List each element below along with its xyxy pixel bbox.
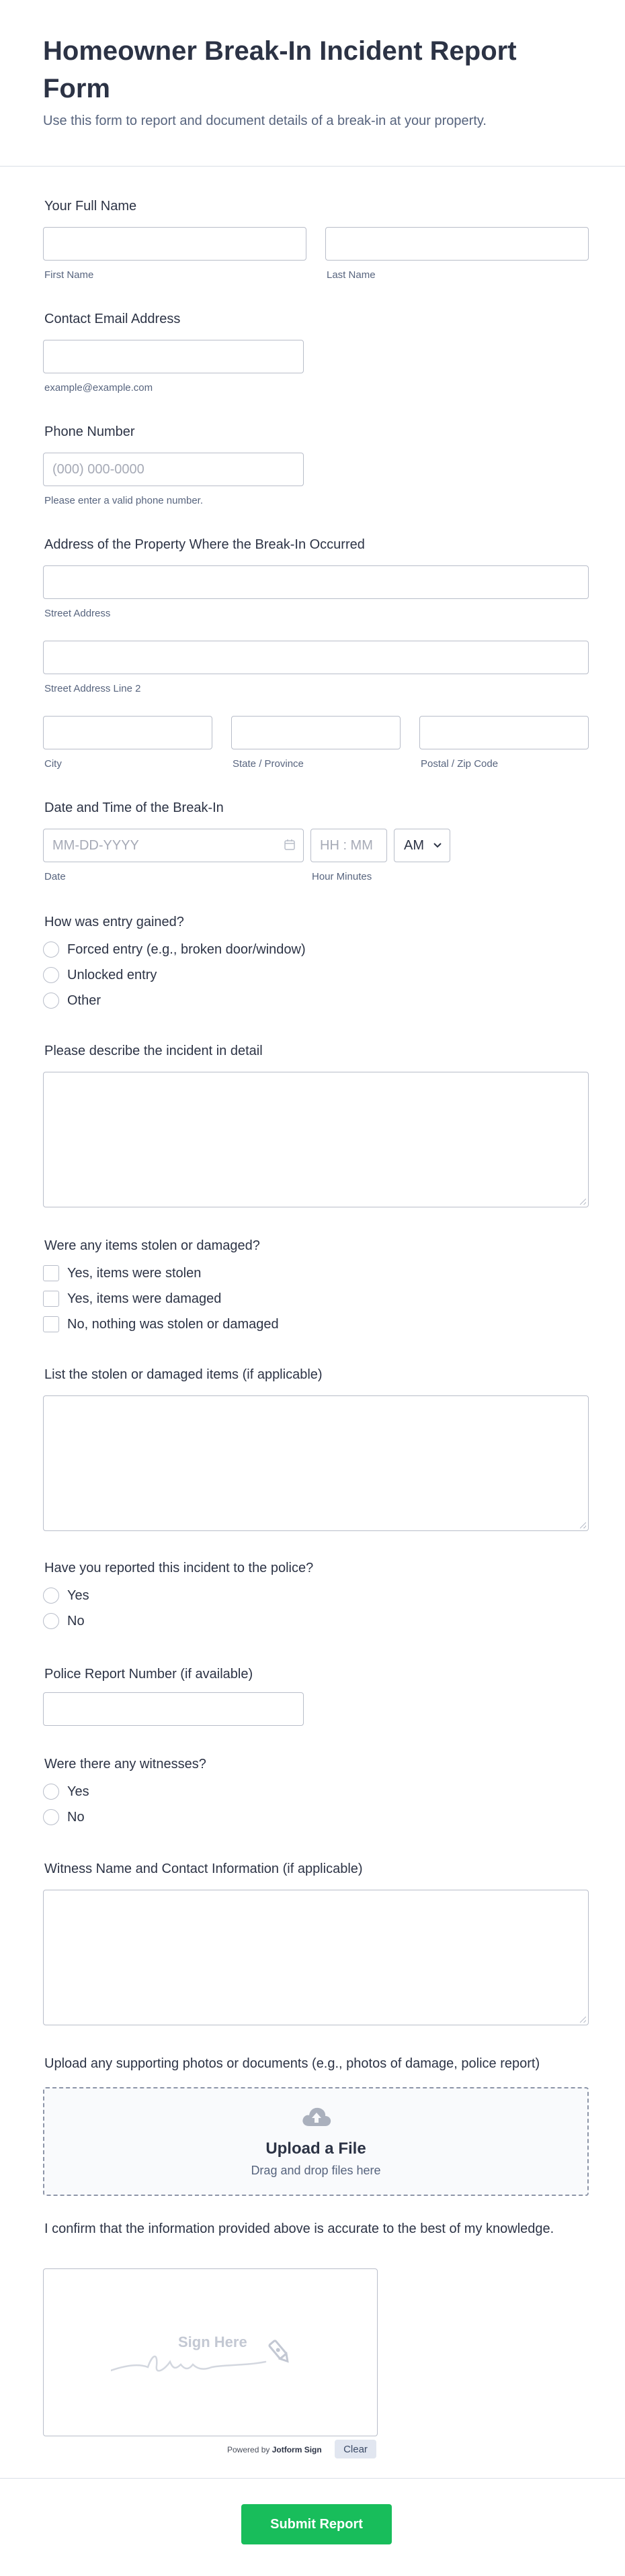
checkbox[interactable] xyxy=(43,1265,59,1281)
entry-option-unlocked[interactable] xyxy=(43,966,157,984)
street-address-input[interactable] xyxy=(43,565,589,599)
ampm-value: AM xyxy=(404,837,424,853)
description-textarea[interactable] xyxy=(43,1072,589,1207)
upload-title: Upload a File xyxy=(265,2140,366,2158)
police-label: Have you reported this incident to the police? xyxy=(44,1561,314,1575)
witness-info-textarea[interactable] xyxy=(43,1890,589,2025)
witnesses-option-no[interactable] xyxy=(43,1808,85,1827)
radio-button[interactable] xyxy=(43,1588,59,1604)
full-name-label: Your Full Name xyxy=(44,199,137,214)
checkbox[interactable] xyxy=(43,1291,59,1307)
first-name-input[interactable] xyxy=(43,227,306,261)
street-address-line2-input[interactable] xyxy=(43,641,589,674)
last-name-input[interactable] xyxy=(325,227,589,261)
signature-pad[interactable] xyxy=(43,2268,378,2436)
date-sublabel: Date xyxy=(44,871,66,882)
option-label: Yes, items were stolen xyxy=(67,1265,202,1281)
radio-button[interactable] xyxy=(43,967,59,983)
witnesses-label: Were there any witnesses? xyxy=(44,1757,206,1772)
time-input[interactable] xyxy=(310,829,387,862)
powered-brand: Jotform Sign xyxy=(272,2445,322,2454)
radio-button[interactable] xyxy=(43,1809,59,1825)
street-address-line2-sublabel: Street Address Line 2 xyxy=(44,683,141,694)
chevron-down-icon xyxy=(433,843,442,848)
radio-button[interactable] xyxy=(43,993,59,1009)
ampm-select[interactable] xyxy=(394,829,450,862)
city-input[interactable] xyxy=(43,716,212,749)
police-option-yes[interactable] xyxy=(43,1586,89,1605)
powered-prefix: Powered by xyxy=(227,2445,270,2454)
radio-button[interactable] xyxy=(43,1613,59,1629)
report-number-label: Police Report Number (if available) xyxy=(44,1667,253,1682)
email-input[interactable] xyxy=(43,340,304,373)
police-option-no[interactable] xyxy=(43,1612,85,1630)
option-label: Unlocked entry xyxy=(67,967,157,982)
date-input[interactable] xyxy=(43,829,304,862)
witness-info-label: Witness Name and Contact Information (if applicable) xyxy=(44,1861,363,1876)
calendar-icon[interactable] xyxy=(284,839,296,851)
stolen-option-stolen[interactable] xyxy=(43,1264,201,1283)
radio-button[interactable] xyxy=(43,941,59,958)
address-label: Address of the Property Where the Break-In Occurred xyxy=(44,537,365,552)
zip-input[interactable] xyxy=(419,716,589,749)
email-sublabel: example@example.com xyxy=(44,382,153,394)
items-list-textarea[interactable] xyxy=(43,1395,589,1531)
entry-option-forced[interactable] xyxy=(43,940,306,959)
option-label: No xyxy=(67,1809,85,1825)
phone-label: Phone Number xyxy=(44,424,135,439)
state-sublabel: State / Province xyxy=(233,758,304,770)
zip-sublabel: Postal / Zip Code xyxy=(421,758,499,770)
option-label: Forced entry (e.g., broken door/window) xyxy=(67,941,306,957)
option-label: Yes xyxy=(67,1588,89,1603)
checkbox[interactable] xyxy=(43,1316,59,1332)
stolen-label: Were any items stolen or damaged? xyxy=(44,1238,260,1253)
items-list-label: List the stolen or damaged items (if applicable) xyxy=(44,1367,323,1382)
option-label: No, nothing was stolen or damaged xyxy=(67,1316,279,1332)
page-title: Homeowner Break-In Incident Report Form xyxy=(43,36,517,103)
signature-label: I confirm that the information provided above is accurate to the best of my knowledge. xyxy=(44,2221,554,2236)
signature-placeholder: Sign Here xyxy=(178,2334,247,2350)
upload-label: Upload any supporting photos or documents (e.g., photos of damage, police report) xyxy=(44,2056,540,2071)
clear-signature-button[interactable]: Clear xyxy=(335,2440,376,2458)
report-number-input[interactable] xyxy=(43,1692,304,1726)
city-sublabel: City xyxy=(44,758,62,770)
powered-by xyxy=(227,2444,322,2455)
upload-subtitle: Drag and drop files here xyxy=(251,2164,381,2177)
street-address-sublabel: Street Address xyxy=(44,608,111,619)
witnesses-option-yes[interactable] xyxy=(43,1782,89,1801)
option-label: Other xyxy=(67,993,101,1008)
state-input[interactable] xyxy=(231,716,401,749)
submit-button[interactable]: Submit Report xyxy=(241,2504,392,2544)
option-label: Yes xyxy=(67,1784,89,1799)
datetime-label: Date and Time of the Break-In xyxy=(44,800,224,815)
page-subtitle: Use this form to report and document details of a break-in at your property. xyxy=(43,113,487,128)
entry-label: How was entry gained? xyxy=(44,915,184,929)
resize-handle[interactable] xyxy=(580,1199,586,1205)
stolen-option-damaged[interactable] xyxy=(43,1289,221,1308)
entry-option-other[interactable] xyxy=(43,991,101,1010)
resize-handle[interactable] xyxy=(580,1522,586,1528)
radio-button[interactable] xyxy=(43,1784,59,1800)
phone-sublabel: Please enter a valid phone number. xyxy=(44,495,203,506)
first-name-sublabel: First Name xyxy=(44,269,94,281)
phone-input[interactable] xyxy=(43,453,304,486)
last-name-sublabel: Last Name xyxy=(327,269,376,281)
form-header xyxy=(0,0,625,167)
stolen-option-nothing[interactable] xyxy=(43,1315,279,1334)
option-label: Yes, items were damaged xyxy=(67,1291,222,1306)
time-sublabel: Hour Minutes xyxy=(312,871,372,882)
form-footer xyxy=(0,2478,625,2576)
date-field[interactable] xyxy=(43,829,304,862)
resize-handle[interactable] xyxy=(580,2017,586,2023)
cloud-upload-icon xyxy=(300,2103,333,2130)
email-label: Contact Email Address xyxy=(44,312,181,326)
description-label: Please describe the incident in detail xyxy=(44,1044,263,1058)
option-label: No xyxy=(67,1613,85,1628)
file-upload-dropzone[interactable] xyxy=(43,2087,589,2196)
